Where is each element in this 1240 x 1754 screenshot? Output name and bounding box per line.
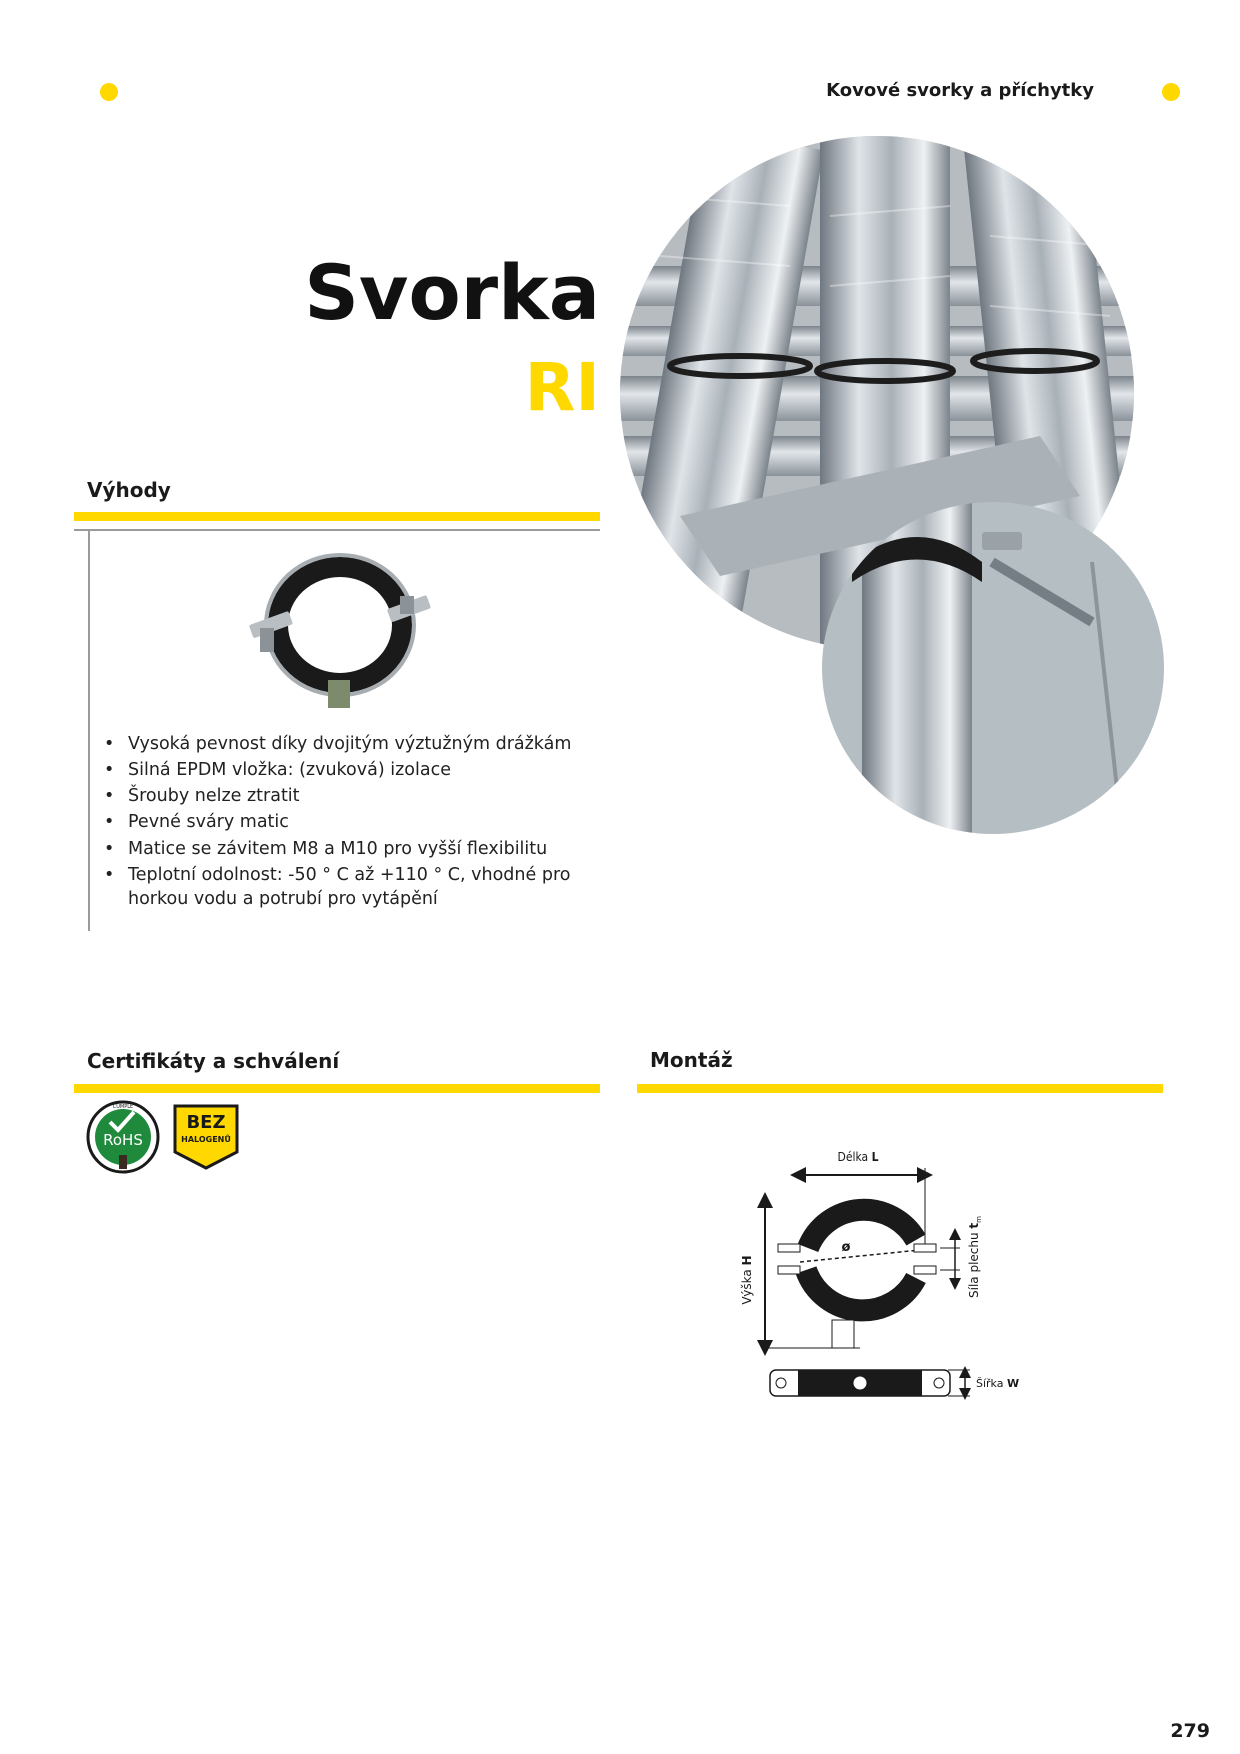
bullet: • (104, 734, 115, 754)
halogen-free-badge-icon (171, 1102, 241, 1172)
list-item: • Silná EPDM vložka: (zvuková) izolace (104, 758, 614, 782)
decorative-dot-right (1162, 83, 1180, 101)
benefits-top-rule (74, 529, 600, 531)
rohs-badge-icon (86, 1100, 160, 1174)
svg-text:Síla plechu tm: Síla plechu $t_m$ (967, 1216, 983, 1298)
benefits-heading: Výhody (87, 478, 171, 502)
header-category-title: Kovové svorky a příchytky (826, 80, 1094, 101)
bullet: • (104, 760, 115, 781)
product-title: Svorka (304, 248, 600, 337)
list-item: • Šrouby nelze ztratit (104, 784, 614, 808)
svg-text:RoHS: RoHS (103, 1131, 143, 1149)
svg-text:Délka L: Délka L (837, 1150, 879, 1164)
list-item: • Matice se závitem M8 a M10 pro vyšší flexibilitu (104, 837, 614, 861)
product-model: RI (524, 349, 600, 426)
mounting-heading: Montáž (650, 1048, 733, 1072)
certifications-heading-underline (74, 1084, 600, 1093)
svg-text:HALOGENŮ: HALOGENŮ (181, 1135, 231, 1144)
list-item: • Pevné sváry matic (104, 810, 614, 834)
svg-text:Šířka W: Šířka W (976, 1377, 1020, 1390)
mounting-dimension-diagram (720, 1130, 1050, 1410)
benefits-list (104, 732, 614, 913)
svg-text:Výška H: Výška H (740, 1255, 754, 1305)
benefits-heading-underline (74, 512, 600, 521)
bullet: • (104, 838, 115, 859)
certifications-heading: Certifikáty a schválení (87, 1049, 340, 1073)
svg-text:BEZ: BEZ (186, 1112, 226, 1133)
bullet: • (104, 812, 115, 833)
page-number: 279 (1170, 1720, 1210, 1742)
svg-text:ø: ø (841, 1240, 851, 1255)
mounting-heading-underline (637, 1084, 1163, 1093)
list-item: • Teplotní odolnost: -50 ° C až +110 ° C, vhodné pro horkou vodu a potrubí pro vytápění (104, 864, 571, 909)
decorative-dot-left (100, 83, 118, 101)
clamp-closeup-photo (822, 502, 1164, 834)
list-item: • Vysoká pevnost díky dvojitým výztužným drážkám (104, 732, 614, 756)
bullet: • (104, 864, 115, 885)
product-clamp-image (240, 550, 440, 710)
bullet: • (104, 786, 115, 807)
benefits-side-rule (88, 531, 90, 931)
svg-text:CUMPLE: CUMPLE (112, 1104, 134, 1110)
